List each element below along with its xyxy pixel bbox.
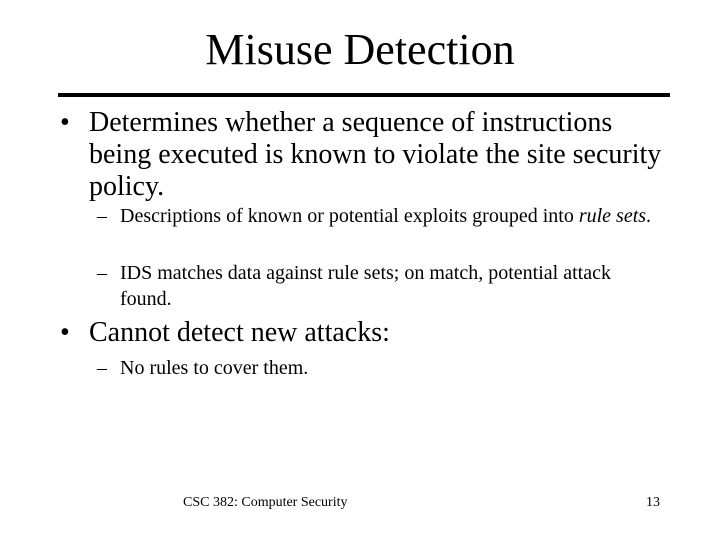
sub-bullet-text-emphasis: rule sets — [578, 205, 647, 227]
sub-bullet-text: No rules to cover them. — [120, 357, 309, 379]
sub-bullet-item — [97, 260, 657, 312]
slide-title: Misuse Detection — [205, 25, 515, 74]
footer-course-label: CSC 382: Computer Security — [183, 495, 348, 510]
sub-bullet-text-end: . — [646, 205, 652, 227]
title-divider — [58, 93, 670, 97]
footer-page-number: 13 — [646, 495, 660, 510]
bullet-text: Cannot detect new attacks: — [89, 317, 390, 348]
sub-bullet-item — [97, 355, 657, 381]
sub-bullet-text — [120, 203, 657, 229]
bullet-item — [60, 317, 670, 349]
bullet-item — [60, 107, 670, 203]
sub-bullet-text-start: Descriptions of known or potential exploits grouped into — [120, 205, 579, 227]
sub-bullet-marker: – — [97, 357, 107, 379]
sub-bullet-item — [97, 203, 657, 229]
bullet-text: Determines whether a sequence of instructions being executed is known to violate the site security policy. — [89, 107, 662, 202]
sub-bullet-text: IDS matches data against rule sets; on match, potential attack found. — [120, 262, 611, 310]
sub-bullet-marker: – — [97, 205, 107, 227]
bullet-marker: • — [60, 107, 70, 138]
sub-bullet-marker: – — [97, 262, 107, 284]
bullet-marker: • — [60, 317, 70, 348]
